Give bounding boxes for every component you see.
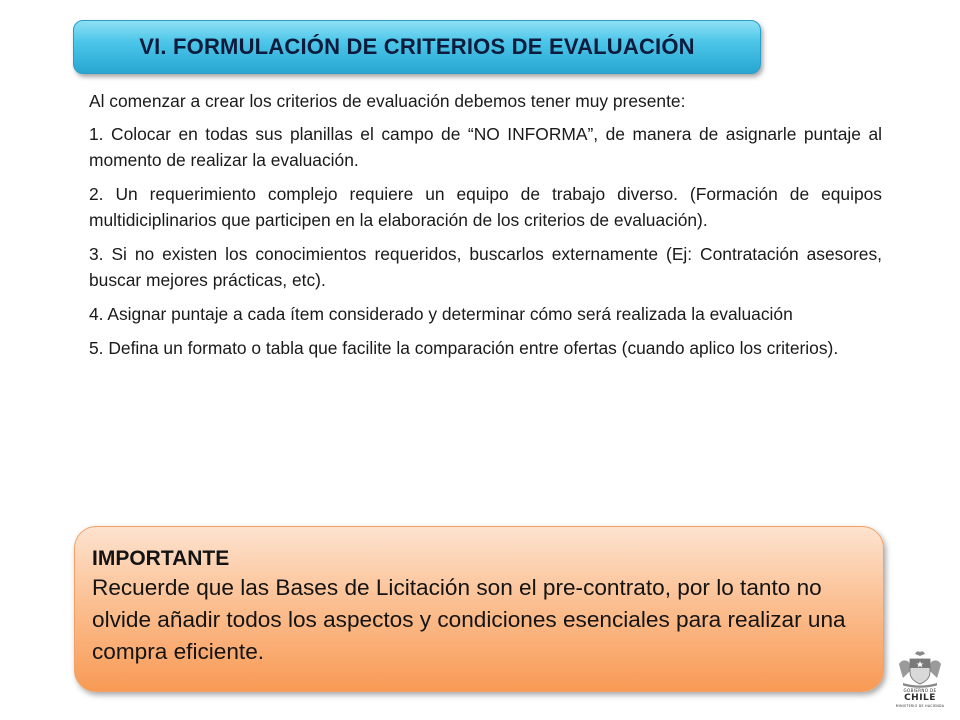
important-title: IMPORTANTE [92,547,230,570]
section-title-banner [73,20,761,74]
criteria-item-1: 1. Colocar en todas sus planillas el campo de “NO INFORMA”, de manera de asignarle puntaje al momento de realizar la evaluación. [89,124,882,170]
criteria-item-3: 3. Si no existen los conocimientos requeridos, buscarlos externamente (Ej: Contratación asesores, buscar mejores prácticas, etc). [89,244,882,290]
logo-line-ministry: MINISTERIO DE HACIENDA [895,704,945,708]
section-title: VI. FORMULACIÓN DE CRITERIOS DE EVALUACIÓN [139,34,695,59]
criteria-item-4: 4. Asignar puntaje a cada ítem considerado y determinar cómo será realizada la evaluación [89,304,793,324]
criteria-item-5: 5. Defina un formato o tabla que facilite la comparación entre ofertas (cuando aplico los criterios). [89,338,839,358]
criteria-item-2: 2. Un requerimiento complejo requiere un equipo de trabajo diverso. (Formación de equipos multidiciplinarios que participen en la elaboración de los criterios de evaluación). [89,184,882,230]
government-logo [893,650,947,710]
intro-paragraph: Al comenzar a crear los criterios de evaluación debemos tener muy presente: [89,91,686,111]
coat-of-arms-icon [893,650,947,688]
criteria-content [89,88,882,369]
important-callout [74,526,884,692]
logo-line-government: GOBIERNO DE [903,688,937,693]
logo-line-country: CHILE [904,693,936,703]
important-body: Recuerde que las Bases de Licitación son el pre-contrato, por lo tanto no olvide añadir todos los aspectos y condiciones esenciales para realizar una compra eficiente. [92,575,846,664]
